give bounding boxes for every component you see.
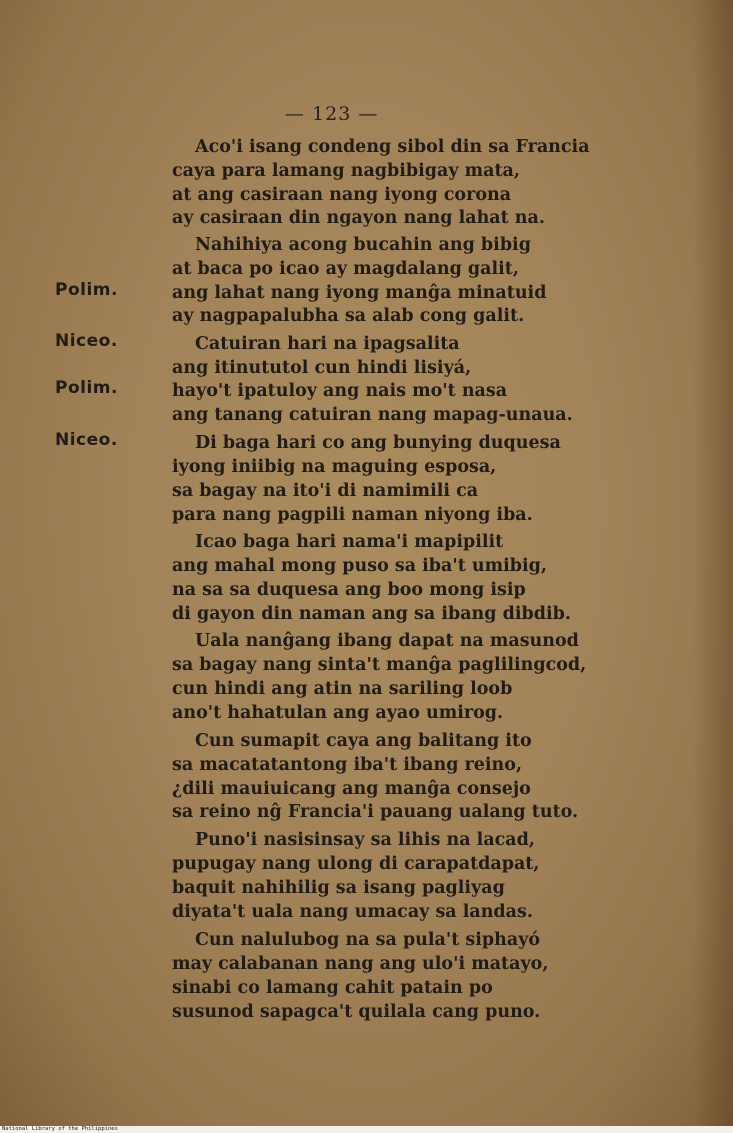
verse-line: na sa sa duquesa ang boo mong isip — [172, 580, 526, 600]
speaker-label: Polim. — [55, 378, 118, 398]
verse-line: cun hindi ang atin na sariling loob — [172, 679, 513, 699]
verse-line: ay nagpapalubha sa alab cong galit. — [172, 306, 525, 326]
verse-line: di gayon din naman ang sa ibang dibdib. — [172, 604, 571, 624]
verse-line: Uala nanĝang ibang dapat na masunod — [195, 631, 579, 651]
verse-line: Catuiran hari na ipagsalita — [195, 334, 460, 354]
verse-line: ¿dili mauiuicang ang manĝa consejo — [172, 779, 531, 799]
verse-line: at ang casiraan nang iyong corona — [172, 185, 512, 205]
verse-line: ay casiraan din ngayon nang lahat na. — [172, 208, 545, 228]
verse-line: ang lahat nang iyong manĝa minatuid — [172, 283, 547, 303]
verse-line: ang mahal mong puso sa iba't umibig, — [172, 556, 548, 576]
verse-line: may calabanan nang ang ulo'i matayo, — [172, 954, 549, 974]
verse-line: Aco'i isang condeng sibol din sa Francia — [195, 137, 590, 157]
speaker-label: Niceo. — [55, 430, 118, 450]
verse-line: para nang pagpili naman niyong iba. — [172, 505, 533, 525]
verse-line: ano't hahatulan ang ayao umirog. — [172, 703, 504, 723]
speaker-label: Niceo. — [55, 331, 118, 351]
verse-line: hayo't ipatuloy ang nais mo't nasa — [172, 381, 508, 401]
footer-credit: National Library of the Philippines — [2, 1126, 118, 1132]
page-number: — 123 — — [285, 103, 379, 125]
page-edge-shadow — [693, 0, 733, 1126]
verse-line: ang tanang catuiran nang mapag-unaua. — [172, 405, 573, 425]
verse-line: susunod sapagca't quilala cang puno. — [172, 1002, 541, 1022]
verse-line: baquit nahihilig sa isang pagliyag — [172, 878, 505, 898]
verse-line: Di baga hari co ang bunying duquesa — [195, 433, 561, 453]
verse-line: diyata't uala nang umacay sa landas. — [172, 902, 533, 922]
verse-line: sa macatatantong iba't ibang reino, — [172, 755, 523, 775]
verse-line: at baca po icao ay magdalang galit, — [172, 259, 519, 279]
verse-line: sa reino nĝ Francia'i pauang ualang tuto. — [172, 802, 579, 822]
verse-line: iyong iniibig na maguing esposa, — [172, 457, 497, 477]
speaker-label: Polim. — [55, 280, 118, 300]
verse-line: caya para lamang nagbibigay mata, — [172, 161, 520, 181]
verse-line: Cun sumapit caya ang balitang ito — [195, 731, 532, 751]
verse-line: sa bagay na ito'i di namimili ca — [172, 481, 479, 501]
verse-line: sa bagay nang sinta't manĝa paglilingcod, — [172, 655, 587, 675]
verse-line: ang itinututol cun hindi lisiyá, — [172, 358, 472, 378]
verse-line: Nahihiya acong bucahin ang bibig — [195, 235, 531, 255]
verse-line: sinabi co lamang cahit patain po — [172, 978, 493, 998]
verse-line: Cun nalulubog na sa pula't siphayó — [195, 930, 541, 950]
verse-line: Puno'i nasisinsay sa lihis na lacad, — [195, 830, 535, 850]
verse-line: Icao baga hari nama'i mapipilit — [195, 532, 504, 552]
footer-bar — [0, 1126, 733, 1133]
verse-line: pupugay nang ulong di carapatdapat, — [172, 854, 540, 874]
